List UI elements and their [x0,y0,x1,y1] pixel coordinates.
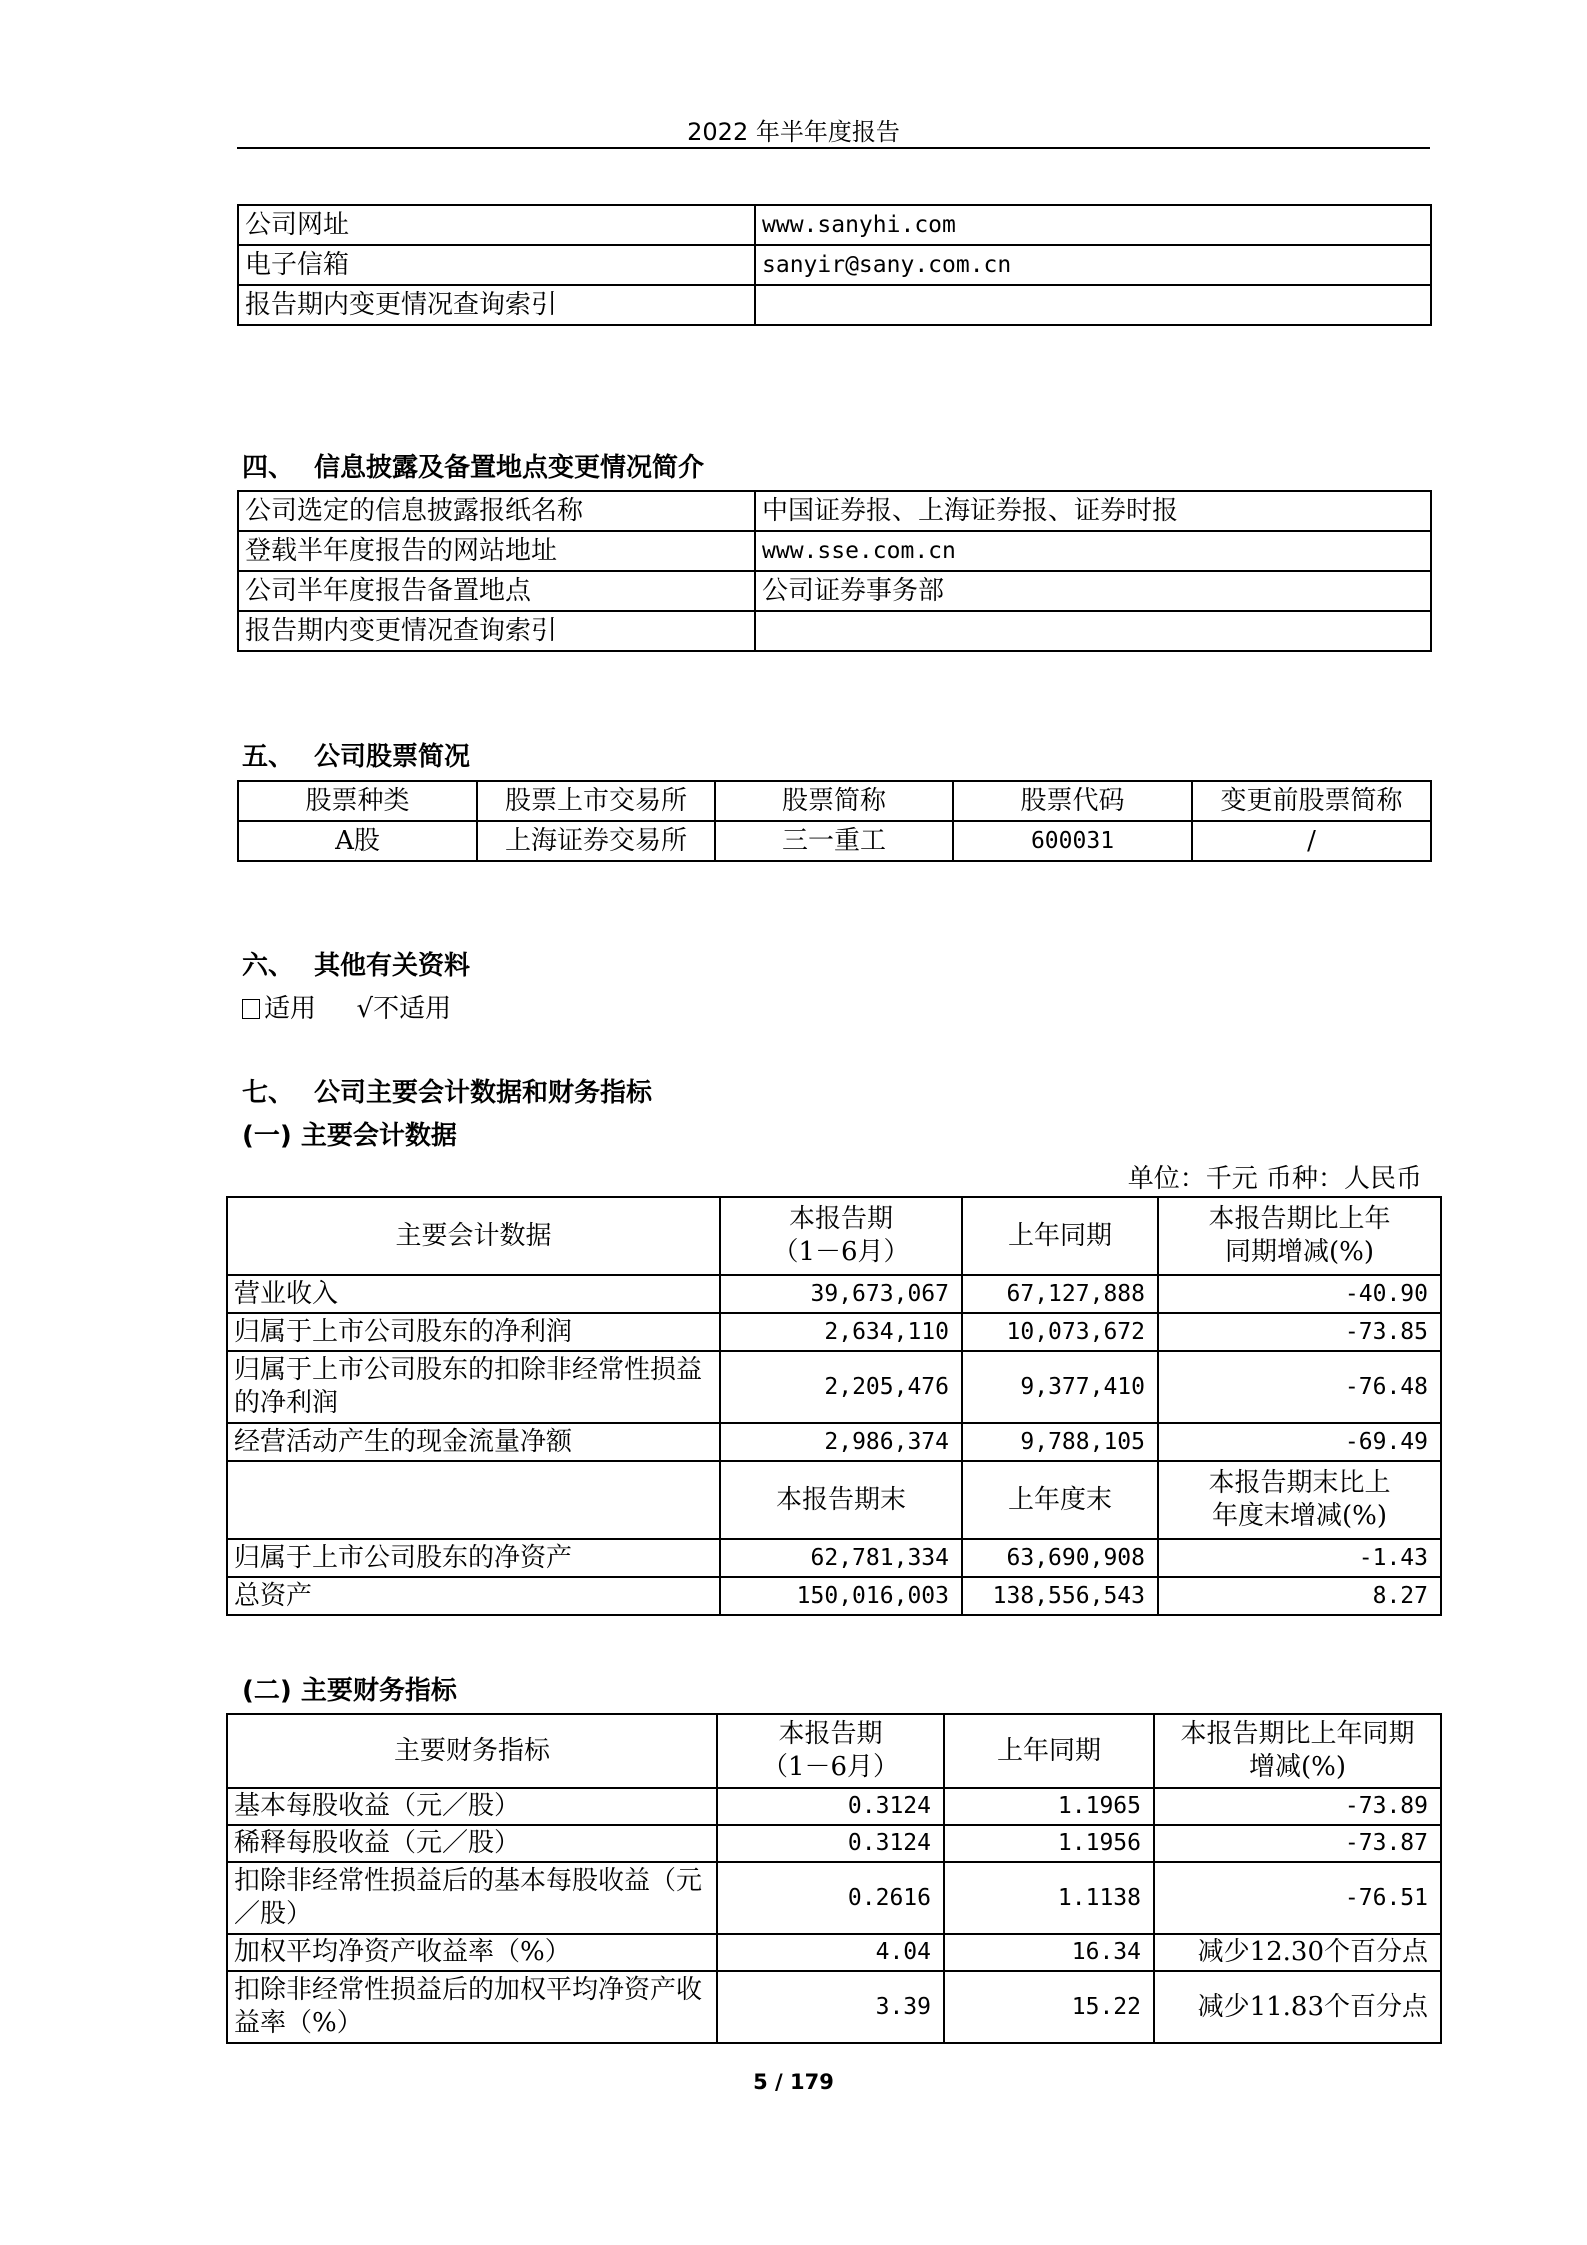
table-row [227,1825,1441,1862]
change-value: -73.89 [1154,1788,1441,1825]
column-header: 本报告期比上年 同期增减(%) [1158,1197,1441,1275]
table-header-row [227,1714,1441,1788]
current-value: 39,673,067 [720,1275,962,1313]
table-row [227,1351,1441,1423]
page-number: 5 / 179 [753,2070,834,2094]
change-value: -1.43 [1158,1539,1441,1577]
row-label: 基本每股收益（元／股） [227,1788,717,1825]
prior-value: 9,377,410 [962,1351,1158,1423]
section-title: 信息披露及备置地点变更情况简介 [314,453,705,483]
current-value: 2,205,476 [720,1351,962,1423]
section-title: 其他有关资料 [314,951,471,981]
section-6-heading [242,945,470,982]
column-header: 上年同期 [944,1714,1154,1788]
prior-value: 1.1965 [944,1788,1154,1825]
column-header [227,1461,720,1539]
current-value: 3.39 [717,1971,944,2043]
section-number: 六、 [242,951,295,981]
row-label: 归属于上市公司股东的净资产 [227,1539,720,1577]
column-header: 本报告期末比上 年度末增减(%) [1158,1461,1441,1539]
stock-short-name: 三一重工 [715,821,953,861]
prior-value: 10,073,672 [962,1313,1158,1351]
row-label: 报告期内变更情况查询索引 [238,611,755,651]
table-header-row [227,1197,1441,1275]
contact-info-table [237,204,1432,326]
row-label: 稀释每股收益（元／股） [227,1825,717,1862]
email-value: sanyir@sany.com.cn [755,245,1431,285]
current-value: 2,986,374 [720,1423,962,1461]
row-label: 扣除非经常性损益后的加权平均净资产收益率（%） [227,1971,717,2043]
subsection-2-heading: (二) 主要财务指标 [242,1676,457,1706]
disclosure-table [237,490,1432,652]
column-header: 本报告期末 [720,1461,962,1539]
change-value: 减少11.83个百分点 [1154,1971,1441,2043]
former-short-name: / [1192,821,1431,861]
current-value: 2,634,110 [720,1313,962,1351]
accounting-data-table [226,1196,1442,1616]
change-value: 减少12.30个百分点 [1154,1934,1441,1971]
prior-value: 1.1956 [944,1825,1154,1862]
report-header-title: 2022 年半年度报告 [687,118,900,146]
column-header: 股票简称 [715,781,953,821]
prior-value: 1.1138 [944,1862,1154,1934]
table-header-row [238,781,1431,821]
prior-value: 9,788,105 [962,1423,1158,1461]
row-label: 营业收入 [227,1275,720,1313]
subsection-1-heading: (一) 主要会计数据 [242,1121,457,1151]
stock-info-table [237,780,1432,862]
change-value: -76.48 [1158,1351,1441,1423]
row-value [755,285,1431,325]
table-row [238,245,1431,285]
section-title: 公司主要会计数据和财务指标 [314,1078,653,1108]
financial-indicators-table [226,1713,1442,2044]
checkbox-empty-icon [242,999,260,1019]
row-label: 总资产 [227,1577,720,1615]
column-header: 本报告期 （1－6月） [720,1197,962,1275]
current-value: 0.3124 [717,1788,944,1825]
section-number: 五、 [242,742,295,772]
row-label: 归属于上市公司股东的净利润 [227,1313,720,1351]
section-5-heading [242,736,470,773]
row-label: 加权平均净资产收益率（%） [227,1934,717,1971]
table-row [238,205,1431,245]
change-value: -76.51 [1154,1862,1441,1934]
option-applicable: 适用 [264,994,317,1024]
prior-value: 15.22 [944,1971,1154,2043]
change-value: -73.85 [1158,1313,1441,1351]
prior-value: 63,690,908 [962,1539,1158,1577]
row-label: 扣除非经常性损益后的基本每股收益（元／股） [227,1862,717,1934]
current-value: 0.2616 [717,1862,944,1934]
header-divider [237,147,1430,149]
row-label: 经营活动产生的现金流量净额 [227,1423,720,1461]
column-header: 股票种类 [238,781,477,821]
stock-exchange: 上海证券交易所 [477,821,715,861]
option-not-applicable: √不适用 [356,994,452,1024]
row-value: www.sse.com.cn [755,531,1431,571]
row-label: 归属于上市公司股东的扣除非经常性损益的净利润 [227,1351,720,1423]
table-row [227,1788,1441,1825]
table-row [238,531,1431,571]
prior-value: 16.34 [944,1934,1154,1971]
table-row [227,1313,1441,1351]
current-value: 4.04 [717,1934,944,1971]
current-value: 62,781,334 [720,1539,962,1577]
column-header: 主要会计数据 [227,1197,720,1275]
stock-code: 600031 [953,821,1192,861]
table-row [227,1862,1441,1934]
table-row [227,1539,1441,1577]
table-row [238,821,1431,861]
column-header: 股票代码 [953,781,1192,821]
section-7-heading [242,1072,652,1109]
row-value: 公司证券事务部 [755,571,1431,611]
table-row [227,1275,1441,1313]
section-title: 公司股票简况 [314,742,471,772]
change-value: -69.49 [1158,1423,1441,1461]
row-label: 公司选定的信息披露报纸名称 [238,491,755,531]
column-header: 变更前股票简称 [1192,781,1431,821]
row-label: 报告期内变更情况查询索引 [238,285,755,325]
table-row [238,491,1431,531]
column-header: 主要财务指标 [227,1714,717,1788]
current-value: 150,016,003 [720,1577,962,1615]
table-row [238,285,1431,325]
table-row [238,611,1431,651]
column-header: 本报告期 （1－6月） [717,1714,944,1788]
table-row [227,1934,1441,1971]
applicability-options [242,988,451,1025]
section-number: 七、 [242,1078,295,1108]
column-header: 上年同期 [962,1197,1158,1275]
column-header: 上年度末 [962,1461,1158,1539]
row-label: 登载半年度报告的网站地址 [238,531,755,571]
row-value [755,611,1431,651]
section-4-heading [242,447,704,484]
table-row [227,1577,1441,1615]
row-value: 中国证券报、上海证券报、证券时报 [755,491,1431,531]
prior-value: 67,127,888 [962,1275,1158,1313]
unit-currency-note: 单位：千元 币种：人民币 [1127,1164,1422,1194]
change-value: -73.87 [1154,1825,1441,1862]
change-value: 8.27 [1158,1577,1441,1615]
table-row [238,571,1431,611]
row-label: 公司半年度报告备置地点 [238,571,755,611]
section-number: 四、 [242,453,295,483]
current-value: 0.3124 [717,1825,944,1862]
table-header-row [227,1461,1441,1539]
row-label: 公司网址 [238,205,755,245]
website-value: www.sanyhi.com [755,205,1431,245]
change-value: -40.90 [1158,1275,1441,1313]
table-row [227,1423,1441,1461]
table-row [227,1971,1441,2043]
prior-value: 138,556,543 [962,1577,1158,1615]
stock-type: A股 [238,821,477,861]
column-header: 股票上市交易所 [477,781,715,821]
column-header: 本报告期比上年同期 增减(%) [1154,1714,1441,1788]
row-label: 电子信箱 [238,245,755,285]
